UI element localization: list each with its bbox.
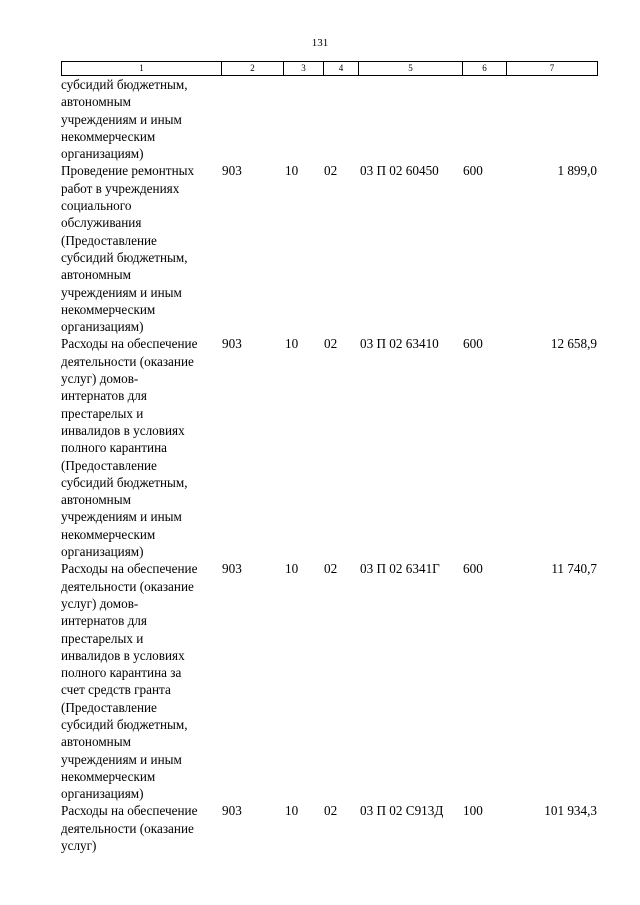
subsection-code: 02 [324, 336, 338, 352]
description-line: Расходы на обеспечение [61, 561, 198, 577]
row-description [61, 560, 221, 802]
expense-type-code: 600 [463, 336, 483, 352]
subsection-code: 02 [324, 163, 338, 179]
amount: 101 934,3 [544, 803, 597, 819]
description-line: субсидий бюджетным, [61, 249, 188, 265]
description-line: социального [61, 198, 132, 214]
description-line: автономным [61, 267, 131, 283]
table-row [61, 560, 597, 802]
column-header-2: 2 [222, 62, 284, 76]
table-row [61, 162, 597, 335]
description-line: некоммерческим [61, 128, 156, 144]
description-line: субсидий бюджетным, [61, 474, 188, 490]
description-line: (Предоставление [61, 232, 157, 248]
description-line: услуг) [61, 838, 97, 854]
description-line: субсидий бюджетным, [61, 77, 188, 92]
description-line: (Предоставление [61, 699, 157, 715]
column-header-6: 6 [463, 62, 507, 76]
description-line: учреждениям и иным [61, 284, 182, 300]
description-line: некоммерческим [61, 526, 156, 542]
description-line: учреждениям и иным [61, 111, 182, 127]
target-article-code: 03 П 02 С913Д [360, 803, 444, 819]
table-row [61, 335, 597, 560]
description-line: организациям) [61, 544, 144, 560]
target-article-code: 03 П 02 6341Г [360, 561, 440, 577]
column-header-5: 5 [359, 62, 463, 76]
column-header-table [61, 61, 598, 76]
section-code: 10 [285, 163, 299, 179]
page-number: 131 [311, 37, 329, 49]
ministry-code: 903 [222, 803, 242, 819]
target-article-code: 03 П 02 60450 [360, 163, 439, 179]
description-line: деятельности (оказание [61, 578, 194, 594]
description-line: услуг) домов- [61, 595, 139, 611]
budget-table-body [61, 76, 597, 854]
description-line: (Предоставление [61, 457, 157, 473]
target-article-code: 03 П 02 63410 [360, 336, 439, 352]
subsection-code: 02 [324, 803, 338, 819]
column-header-3: 3 [284, 62, 324, 76]
description-line: услуг) домов- [61, 371, 139, 387]
row-description [61, 802, 221, 854]
amount: 11 740,7 [551, 561, 597, 577]
description-line: Расходы на обеспечение [61, 336, 198, 352]
row-description [61, 162, 221, 335]
subsection-code: 02 [324, 561, 338, 577]
section-code: 10 [285, 803, 299, 819]
expense-type-code: 100 [463, 803, 483, 819]
table-row [61, 76, 597, 162]
amount: 12 658,9 [550, 336, 597, 352]
ministry-code: 903 [222, 336, 242, 352]
row-description [61, 335, 221, 560]
description-line: организациям) [61, 786, 144, 802]
description-line: интернатов для [61, 388, 147, 404]
description-line: Расходы на обеспечение [61, 803, 198, 819]
description-line: учреждениям и иным [61, 509, 182, 525]
description-line: полного карантина за [61, 665, 182, 681]
description-line: организациям) [61, 146, 144, 162]
ministry-code: 903 [222, 561, 242, 577]
column-header-7: 7 [507, 62, 598, 76]
description-line: субсидий бюджетным, [61, 716, 188, 732]
description-line: учреждениям и иным [61, 751, 182, 767]
column-header-1: 1 [62, 62, 222, 76]
description-line: престарелых и [61, 405, 144, 421]
description-line: некоммерческим [61, 301, 156, 317]
column-header-row [62, 62, 598, 76]
description-line: инвалидов в условиях [61, 647, 185, 663]
description-line: счет средств гранта [61, 682, 171, 698]
description-line: работ в учреждениях [61, 180, 180, 196]
section-code: 10 [285, 336, 299, 352]
column-header-4: 4 [324, 62, 359, 76]
description-line: некоммерческим [61, 768, 156, 784]
row-description [61, 76, 221, 162]
description-line: автономным [61, 94, 131, 110]
expense-type-code: 600 [463, 561, 483, 577]
description-line: деятельности (оказание [61, 353, 194, 369]
description-line: престарелых и [61, 630, 144, 646]
amount: 1 899,0 [557, 163, 597, 179]
description-line: Проведение ремонтных [61, 163, 195, 179]
description-line: автономным [61, 734, 131, 750]
description-line: деятельности (оказание [61, 820, 194, 836]
description-line: инвалидов в условиях [61, 422, 185, 438]
description-line: обслуживания [61, 215, 142, 231]
table-row [61, 802, 597, 854]
description-line: полного карантина [61, 440, 167, 456]
section-code: 10 [285, 561, 299, 577]
description-line: интернатов для [61, 613, 147, 629]
description-line: автономным [61, 492, 131, 508]
ministry-code: 903 [222, 163, 242, 179]
description-line: организациям) [61, 319, 144, 335]
expense-type-code: 600 [463, 163, 483, 179]
